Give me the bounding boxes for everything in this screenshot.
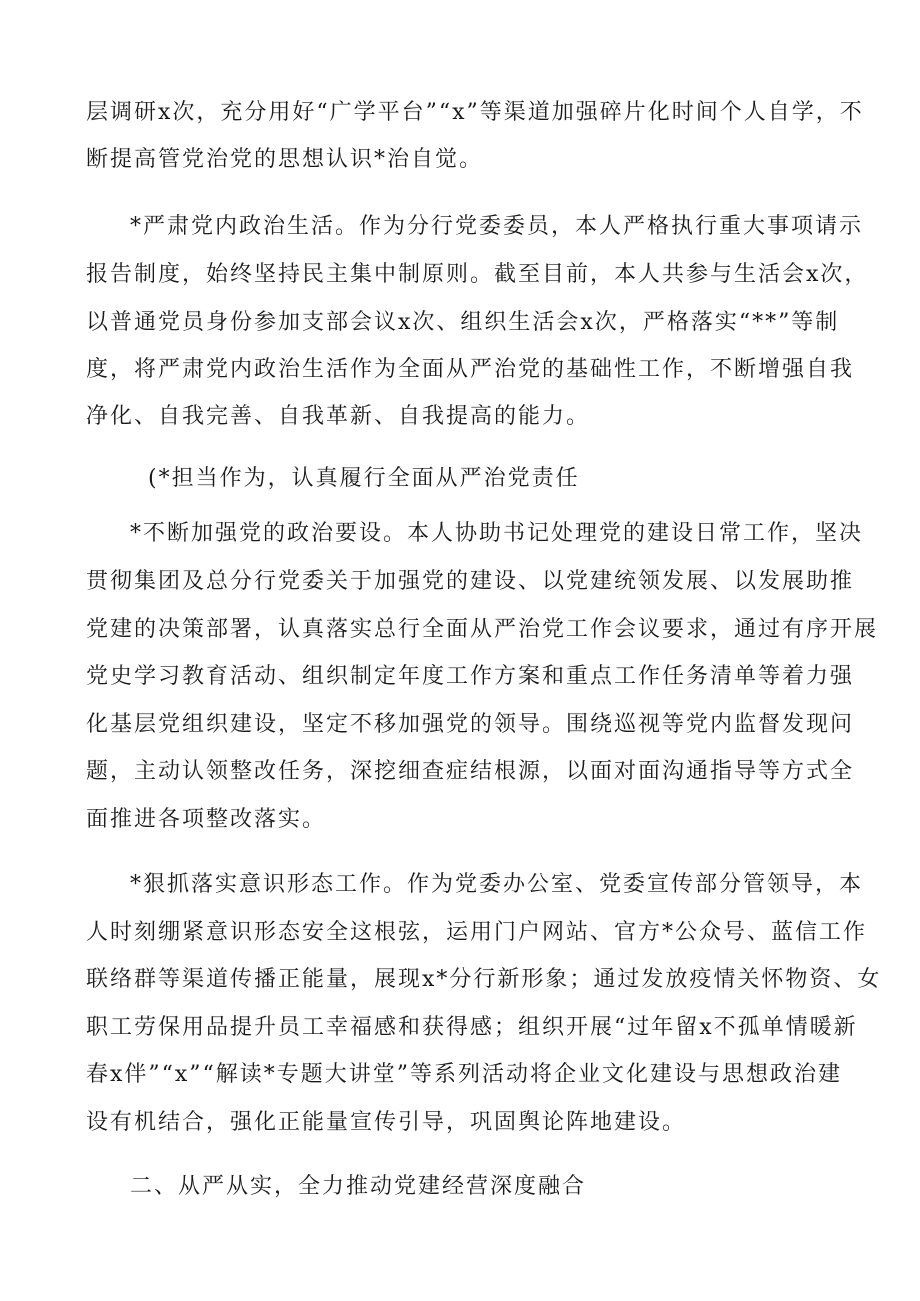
text-line: 党史学习教育活动、组织制定年度工作方案和重点工作任务清单等着力强	[86, 664, 855, 689]
text-line: 净化、自我完善、自我革新、自我提高的能力。	[86, 404, 591, 429]
paragraph-start-line: *狠抓落实意识形态工作。作为党委办公室、党委宣传部分管领导，本	[130, 872, 864, 897]
text-line: 以普通党员身份参加支部会议x次、组织生活会x次，严格落实“**”等制	[86, 310, 840, 335]
paragraph-start-line: *不断加强党的政治要设。本人协助书记处理党的建设日常工作，坚决	[130, 521, 864, 546]
text-line: 断提高管党治党的思想认识*治自觉。	[86, 147, 484, 172]
text-line: 层调研x次，充分用好“广学平台”“x”等渠道加强碎片化时间个人自学，不	[86, 100, 864, 125]
text-line: 化基层党组织建设，坚定不移加强党的领导。围绕巡视等党内监督发现问	[86, 712, 855, 737]
text-line: 春x伴”“x”“解读*专题大讲堂”等系列活动将企业文化建设与思想政治建	[86, 1062, 843, 1087]
text-line: 党建的决策部署，认真落实总行全面从严治党工作会议要求，通过有序开展	[86, 617, 879, 642]
section-heading: 二、从严从实，全力推动党建经营深度融合	[130, 1174, 587, 1199]
paragraph-start-line: *严肃党内政治生活。作为分行党委委员，本人严格执行重大事项请示	[130, 214, 864, 239]
section-heading: (*担当作为，认真履行全面从严治党责任	[148, 466, 580, 491]
text-line: 面推进各项整改落实。	[86, 807, 327, 832]
text-line: 度，将严肃党内政治生活作为全面从严治党的基础性工作，不断增强自我	[86, 357, 855, 382]
text-line: 职工劳保用品提升员工幸福感和获得感；组织开展“过年留x不孤单情暖新	[86, 1015, 858, 1040]
text-line: 人时刻绷紧意识形态安全这根弦，运用门户网站、官方*公众号、蓝信工作	[86, 920, 868, 945]
text-line: 报告制度，始终坚持民主集中制原则。截至目前，本人共参与生活会x次，	[86, 262, 869, 287]
text-line: 设有机结合，强化正能量宣传引导，巩固舆论阵地建设。	[86, 1110, 687, 1135]
text-line: 题，主动认领整改任务，深挖细查症结根源，以面对面沟通指导等方式全	[86, 759, 855, 784]
text-line: 联络群等渠道传播正能量，展现x*分行新形象；通过发放疫情关怀物资、女	[86, 967, 882, 992]
text-line: 贯彻集团及总分行党委关于加强党的建设、以党建统领发展、以发展助推	[86, 569, 855, 594]
